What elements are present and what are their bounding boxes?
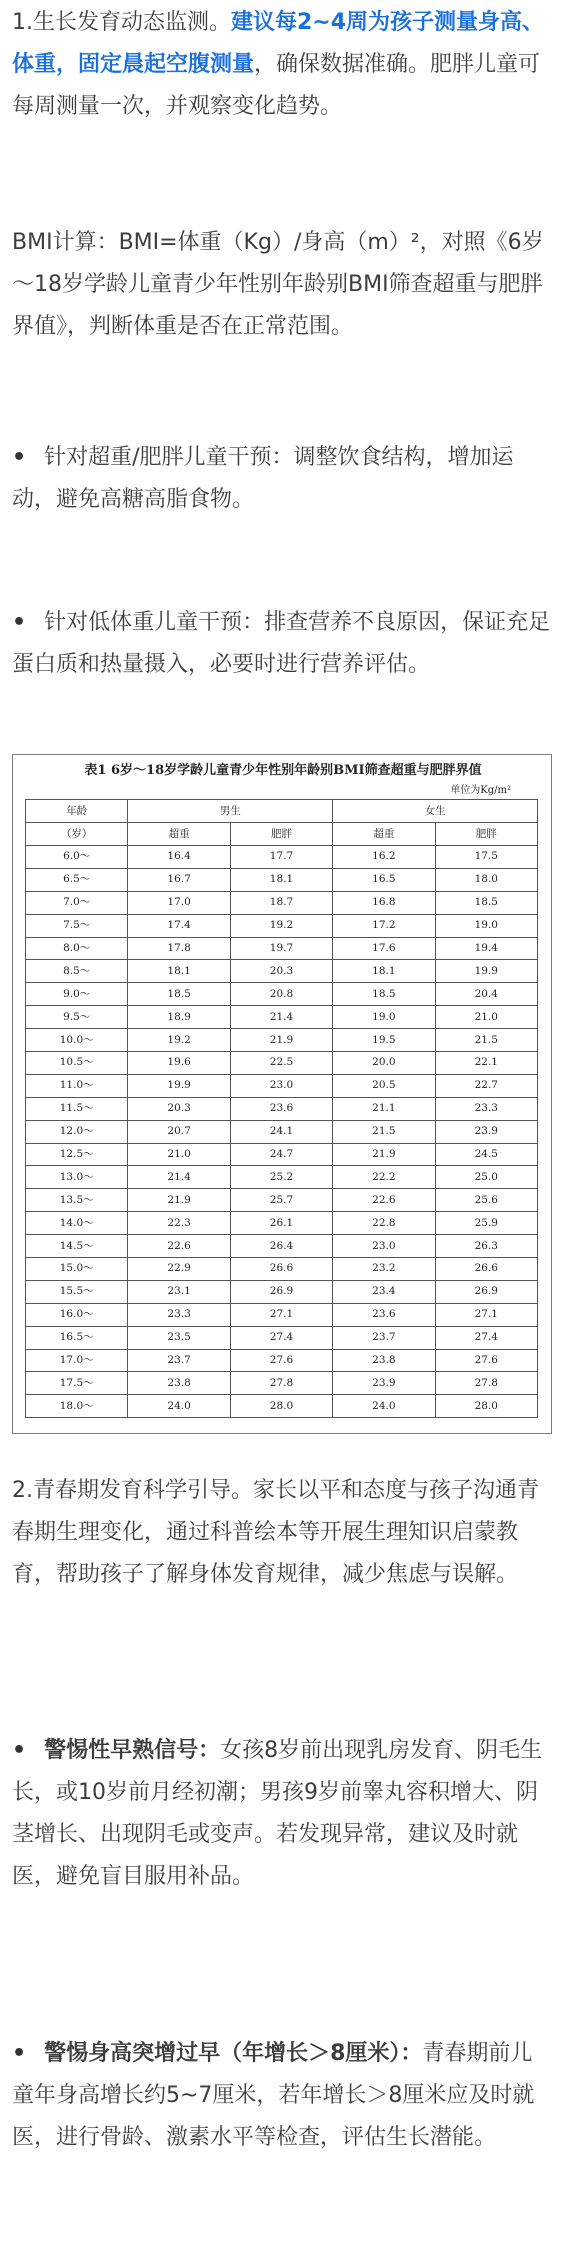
table-row (26, 1235, 538, 1258)
table-cell: 16.5 (333, 868, 435, 891)
table-cell: 14.0～ (26, 1212, 128, 1235)
table-cell: 23.2 (333, 1258, 435, 1281)
table-row (26, 1395, 538, 1418)
table-cell: 23.3 (435, 1097, 537, 1120)
table-row (26, 846, 538, 869)
table-cell: 21.9 (333, 1143, 435, 1166)
table-cell: 20.4 (435, 983, 537, 1006)
table-cell: 23.0 (333, 1235, 435, 1258)
table-cell: 23.7 (128, 1349, 230, 1372)
table-cell: 26.9 (230, 1280, 332, 1303)
table-cell: 16.2 (333, 846, 435, 869)
header-male-overweight: 超重 (128, 823, 230, 846)
table-cell: 22.3 (128, 1212, 230, 1235)
header-female-overweight: 超重 (333, 823, 435, 846)
table-cell: 25.7 (230, 1189, 332, 1212)
paragraph-puberty: 2.青春期发育科学引导。家长以平和态度与孩子沟通青春期生理变化，通过科普绘本等开展生理知识启蒙教育，帮助孩子了解身体发育规律，减少焦虑与误解。 (12, 1478, 539, 1587)
bullet-underweight (12, 602, 553, 686)
table-cell: 23.9 (333, 1372, 435, 1395)
table-row (26, 1029, 538, 1052)
table-cell: 25.2 (230, 1166, 332, 1189)
table-cell: 14.5～ (26, 1235, 128, 1258)
table-cell: 26.4 (230, 1235, 332, 1258)
table-cell: 18.5 (128, 983, 230, 1006)
table-cell: 17.5 (435, 846, 537, 869)
table-cell: 20.7 (128, 1120, 230, 1143)
table-cell: 22.8 (333, 1212, 435, 1235)
bullet-dot-icon: • (12, 2041, 27, 2066)
table-cell: 16.4 (128, 846, 230, 869)
table-cell: 28.0 (230, 1395, 332, 1418)
table-row (26, 868, 538, 891)
table-cell: 9.0～ (26, 983, 128, 1006)
table-cell: 18.0～ (26, 1395, 128, 1418)
table-cell: 13.0～ (26, 1166, 128, 1189)
table-cell: 23.3 (128, 1303, 230, 1326)
table-cell: 18.7 (230, 891, 332, 914)
bullet-underweight-text: 针对低体重儿童干预：排查营养不良原因，保证充足蛋白质和热量摄入，必要时进行营养评估。 (12, 610, 551, 677)
table-row (26, 1326, 538, 1349)
table-row (26, 1052, 538, 1075)
table-cell: 16.8 (333, 891, 435, 914)
table-cell: 27.1 (230, 1303, 332, 1326)
table-row (26, 937, 538, 960)
bullet-height-surge-text: 青春期前儿童年身高增长约5~7厘米，若年增长＞8厘米应及时就医，进行骨龄、激素水平等检查，评估生长潜能。 (12, 2041, 535, 2150)
table-cell: 23.4 (333, 1280, 435, 1303)
table-cell: 20.3 (230, 960, 332, 983)
table-cell: 11.0～ (26, 1074, 128, 1097)
table-cell: 18.5 (435, 891, 537, 914)
table-cell: 24.7 (230, 1143, 332, 1166)
bullet-overweight (12, 437, 553, 521)
table-row (26, 1189, 538, 1212)
table-cell: 17.5～ (26, 1372, 128, 1395)
header-male: 男生 (128, 800, 333, 823)
table-cell: 23.5 (128, 1326, 230, 1349)
table-cell: 26.6 (230, 1258, 332, 1281)
table-cell: 18.1 (230, 868, 332, 891)
table-cell: 22.9 (128, 1258, 230, 1281)
table-cell: 19.6 (128, 1052, 230, 1075)
table-cell: 16.5～ (26, 1326, 128, 1349)
table-cell: 17.8 (128, 937, 230, 960)
bullet-height-surge (12, 2033, 553, 2159)
table-cell: 26.3 (435, 1235, 537, 1258)
table-row (26, 1349, 538, 1372)
table-cell: 23.8 (128, 1372, 230, 1395)
table-row (26, 983, 538, 1006)
table-cell: 20.3 (128, 1097, 230, 1120)
header-male-obese: 肥胖 (230, 823, 332, 846)
table-cell: 6.0～ (26, 846, 128, 869)
table-cell: 26.9 (435, 1280, 537, 1303)
table-cell: 13.5～ (26, 1189, 128, 1212)
table-cell: 18.1 (128, 960, 230, 983)
table-cell: 7.0～ (26, 891, 128, 914)
table-row (26, 960, 538, 983)
table-cell: 23.0 (230, 1074, 332, 1097)
header-age-unit: （岁） (26, 823, 128, 846)
table-row (26, 1097, 538, 1120)
bullet-dot-icon: • (12, 445, 27, 470)
bullet-precocious-text: 女孩8岁前出现乳房发育、阴毛生长，或10岁前月经初潮；男孩9岁前睾丸容积增大、阴茎增长、出现阴毛或变声。若发现异常，建议及时就医，避免盲目服用补品。 (12, 1738, 543, 1889)
table-cell: 12.5～ (26, 1143, 128, 1166)
table-cell: 27.1 (435, 1303, 537, 1326)
table-cell: 20.5 (333, 1074, 435, 1097)
table-cell: 26.6 (435, 1258, 537, 1281)
table-cell: 17.2 (333, 914, 435, 937)
table-cell: 22.6 (128, 1235, 230, 1258)
table-cell: 6.5～ (26, 868, 128, 891)
table-cell: 27.8 (230, 1372, 332, 1395)
table-row (26, 891, 538, 914)
table-row (26, 1143, 538, 1166)
table-cell: 23.6 (230, 1097, 332, 1120)
table-cell: 24.0 (333, 1395, 435, 1418)
table-cell: 22.6 (333, 1189, 435, 1212)
table-row (26, 1006, 538, 1029)
table-row (26, 1120, 538, 1143)
table-cell: 15.0～ (26, 1258, 128, 1281)
table-cell: 22.5 (230, 1052, 332, 1075)
table-cell: 19.4 (435, 937, 537, 960)
bullet-precocious-title: 警惕性早熟信号： (44, 1738, 221, 1763)
table-cell: 24.1 (230, 1120, 332, 1143)
table-cell: 23.8 (333, 1349, 435, 1372)
growth-rest: ，确保数据准确。肥胖儿童可每周测量一次，并观察变化趋势。 (12, 52, 541, 119)
table-cell: 19.0 (435, 914, 537, 937)
header-age: 年龄 (26, 800, 128, 823)
table-row (26, 1258, 538, 1281)
table-cell: 17.4 (128, 914, 230, 937)
table-cell: 11.5～ (26, 1097, 128, 1120)
bullet-dot-icon: • (12, 1738, 27, 1763)
table-cell: 21.9 (128, 1189, 230, 1212)
table-cell: 25.9 (435, 1212, 537, 1235)
table-cell: 19.9 (435, 960, 537, 983)
table-cell: 23.7 (333, 1326, 435, 1349)
table-cell: 18.5 (333, 983, 435, 1006)
table-cell: 22.1 (435, 1052, 537, 1075)
table-cell: 15.5～ (26, 1280, 128, 1303)
table-cell: 27.6 (435, 1349, 537, 1372)
header-female: 女生 (333, 800, 538, 823)
table-cell: 27.8 (435, 1372, 537, 1395)
table-cell: 20.8 (230, 983, 332, 1006)
bmi-table (25, 799, 538, 1418)
table-cell: 27.6 (230, 1349, 332, 1372)
table-cell: 10.0～ (26, 1029, 128, 1052)
table-row (26, 1372, 538, 1395)
table-cell: 19.2 (128, 1029, 230, 1052)
table-cell: 21.4 (230, 1006, 332, 1029)
table-cell: 9.5～ (26, 1006, 128, 1029)
bmi-table-image (12, 754, 552, 1434)
table-cell: 19.5 (333, 1029, 435, 1052)
table-cell: 24.0 (128, 1395, 230, 1418)
table-cell: 7.5～ (26, 914, 128, 937)
table-cell: 21.4 (128, 1166, 230, 1189)
table-cell: 18.1 (333, 960, 435, 983)
table-cell: 16.7 (128, 868, 230, 891)
table-cell: 8.5～ (26, 960, 128, 983)
table-cell: 10.5～ (26, 1052, 128, 1075)
table-cell: 17.7 (230, 846, 332, 869)
bullet-precocious (12, 1730, 553, 1898)
table-cell: 25.0 (435, 1166, 537, 1189)
paragraph-growth-monitoring (12, 2, 553, 128)
table-row (26, 914, 538, 937)
growth-highlight: 建议每2~4周为孩子测量身高、体重，固定晨起空腹测量 (12, 10, 545, 77)
table-cell: 18.0 (435, 868, 537, 891)
table-row (26, 1280, 538, 1303)
table-cell: 21.9 (230, 1029, 332, 1052)
table-title: 表1 6岁～18岁学龄儿童青少年性别年龄别BMI筛查超重与肥胖界值 (84, 763, 482, 778)
table-cell: 24.5 (435, 1143, 537, 1166)
table-cell: 19.7 (230, 937, 332, 960)
table-cell: 22.7 (435, 1074, 537, 1097)
table-cell: 8.0～ (26, 937, 128, 960)
table-cell: 21.5 (435, 1029, 537, 1052)
table-cell: 23.1 (128, 1280, 230, 1303)
bullet-height-surge-title: 警惕身高突增过早（年增长＞8厘米）： (44, 2041, 423, 2066)
table-cell: 25.6 (435, 1189, 537, 1212)
table-cell: 21.5 (333, 1120, 435, 1143)
table-cell: 21.0 (435, 1006, 537, 1029)
table-cell: 16.0～ (26, 1303, 128, 1326)
bullet-dot-icon: • (12, 610, 27, 635)
table-cell: 17.0 (128, 891, 230, 914)
table-cell: 28.0 (435, 1395, 537, 1418)
table-cell: 18.9 (128, 1006, 230, 1029)
paragraph-bmi: BMI计算：BMI=体重（Kg）/身高（m）²，对照《6岁～18岁学龄儿童青少年性别年龄别BMI筛查超重与肥胖界值》，判断体重是否在正常范围。 (12, 230, 544, 339)
bmi-table-body (26, 846, 538, 1418)
table-cell: 20.0 (333, 1052, 435, 1075)
table-cell: 19.2 (230, 914, 332, 937)
growth-lead: 1.生长发育动态监测。 (12, 10, 231, 35)
table-cell: 21.1 (333, 1097, 435, 1120)
table-row (26, 1074, 538, 1097)
table-cell: 17.6 (333, 937, 435, 960)
table-cell: 23.6 (333, 1303, 435, 1326)
table-row (26, 1212, 538, 1235)
table-cell: 12.0～ (26, 1120, 128, 1143)
table-unit: 单位为Kg/m² (450, 785, 511, 796)
table-cell: 27.4 (435, 1326, 537, 1349)
table-cell: 27.4 (230, 1326, 332, 1349)
table-row (26, 1303, 538, 1326)
bullet-overweight-text: 针对超重/肥胖儿童干预：调整饮食结构，增加运动，避免高糖高脂食物。 (12, 445, 514, 512)
table-cell: 22.2 (333, 1166, 435, 1189)
table-row (26, 1166, 538, 1189)
table-cell: 21.0 (128, 1143, 230, 1166)
header-female-obese: 肥胖 (435, 823, 537, 846)
table-cell: 19.0 (333, 1006, 435, 1029)
table-cell: 19.9 (128, 1074, 230, 1097)
table-cell: 17.0～ (26, 1349, 128, 1372)
table-cell: 26.1 (230, 1212, 332, 1235)
table-cell: 23.9 (435, 1120, 537, 1143)
